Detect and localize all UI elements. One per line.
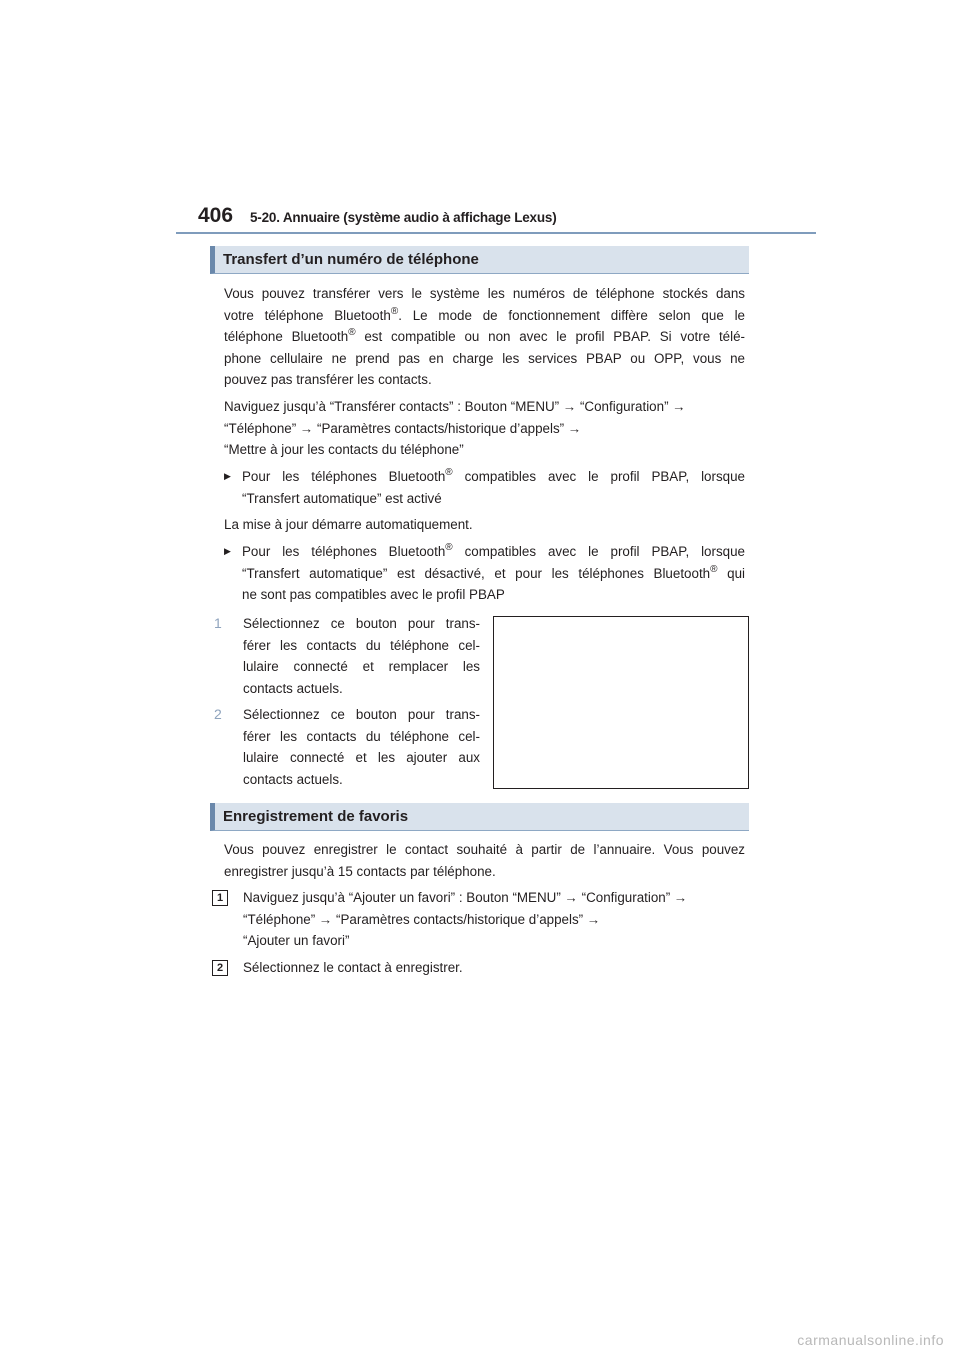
text-line: “Transfert automatique” est activé — [242, 490, 442, 506]
auto-update-note — [224, 514, 745, 536]
triangle-right-icon: ▶ — [224, 471, 231, 481]
header-divider — [176, 232, 816, 234]
text-line: Sélectionnez le contact à enregistrer. — [243, 960, 463, 975]
registered-mark: ® — [445, 467, 453, 478]
chapter-title: 5-20. Annuaire (système audio à affichage Lexus) — [250, 210, 557, 225]
text-line: lulaire connecté et remplacer les — [243, 659, 480, 675]
registered-mark: ® — [348, 327, 356, 339]
text-line: pouvez pas transférer les contacts. — [224, 372, 432, 388]
text-line: Vous pouvez transférer vers le système les numéros de téléphone stockés dans — [224, 286, 745, 301]
registered-mark: ® — [445, 542, 453, 553]
text-line: Pour les téléphones Bluetooth® compatibles avec le profil PBAP, lorsque — [242, 467, 745, 484]
text-line: Naviguez jusqu’à “Transférer contacts” : Bouton “MENU” → “Configuration” → — [224, 399, 686, 414]
item-replace-contacts — [243, 613, 480, 699]
text-line: “Mettre à jour les contacts du téléphone” — [224, 442, 464, 458]
bullet-auto-transfer-off — [224, 541, 745, 606]
step-select-contact — [243, 957, 745, 979]
text-line: votre téléphone Bluetooth®. Le mode de fonctionnement diffère selon que le — [224, 305, 745, 323]
section-heading-favorites — [210, 803, 749, 831]
text-line: La mise à jour démarre automatiquement. — [224, 517, 473, 532]
text-line: férer les contacts du téléphone cel- — [243, 637, 480, 653]
registered-mark: ® — [390, 305, 399, 317]
step-number-box: 1 — [212, 890, 228, 906]
triangle-right-icon: ▶ — [224, 546, 231, 556]
screen-illustration-placeholder — [493, 616, 749, 789]
bullet-auto-transfer-on — [224, 466, 745, 509]
text-line: “Ajouter un favori” — [243, 933, 350, 949]
registered-mark: ® — [710, 563, 718, 575]
transfer-intro-paragraph — [224, 283, 745, 391]
text-line: “Téléphone” → “Paramètres contacts/historique d’appels” → — [243, 911, 601, 927]
text-line: Naviguez jusqu’à “Ajouter un favori” : Bouton “MENU” → “Configuration” → — [243, 890, 688, 905]
circled-number-icon: 2 — [214, 706, 222, 722]
step-navigate-add-favorite — [243, 887, 745, 952]
text-line: enregistrer jusqu’à 15 contacts par téléphone. — [224, 863, 496, 879]
text-line: Pour les téléphones Bluetooth® compatibles avec le profil PBAP, lorsque — [242, 542, 745, 559]
item-add-contacts — [243, 704, 480, 790]
text-line: Sélectionnez ce bouton pour trans- — [243, 707, 480, 722]
text-line: phone cellulaire ne prend pas en charge les services PBAP ou OPP, vous ne — [224, 350, 745, 366]
circled-number-icon: 1 — [214, 615, 222, 631]
favorites-intro-paragraph — [224, 839, 745, 882]
page-number: 406 — [198, 204, 234, 227]
text-line: contacts actuels. — [243, 680, 343, 696]
text-line: “Transfert automatique” est désactivé, et pour les téléphones Bluetooth® qui — [242, 563, 746, 581]
text-line: “Téléphone” → “Paramètres contacts/historique d’appels” → — [224, 420, 582, 436]
section-title: Enregistrement de favoris — [223, 808, 409, 825]
section-heading-transfer — [210, 246, 749, 274]
transfer-navigation-path — [224, 396, 745, 461]
text-line: Vous pouvez enregistrer le contact souhaité à partir de l’annuaire. Vous pouvez — [224, 842, 745, 857]
watermark: carmanualsonline.info — [797, 1332, 944, 1348]
section-title: Transfert d’un numéro de téléphone — [223, 251, 479, 268]
text-line: férer les contacts du téléphone cel- — [243, 728, 480, 744]
text-line: ne sont pas compatibles avec le profil PBAP — [242, 587, 505, 603]
text-line: Sélectionnez ce bouton pour trans- — [243, 616, 480, 631]
text-line: contacts actuels. — [243, 771, 343, 787]
step-number-box: 2 — [212, 960, 228, 976]
text-line: téléphone Bluetooth® est compatible ou non avec le profil PBAP. Si votre télé- — [224, 327, 745, 345]
text-line: lulaire connecté et les ajouter aux — [243, 750, 480, 766]
